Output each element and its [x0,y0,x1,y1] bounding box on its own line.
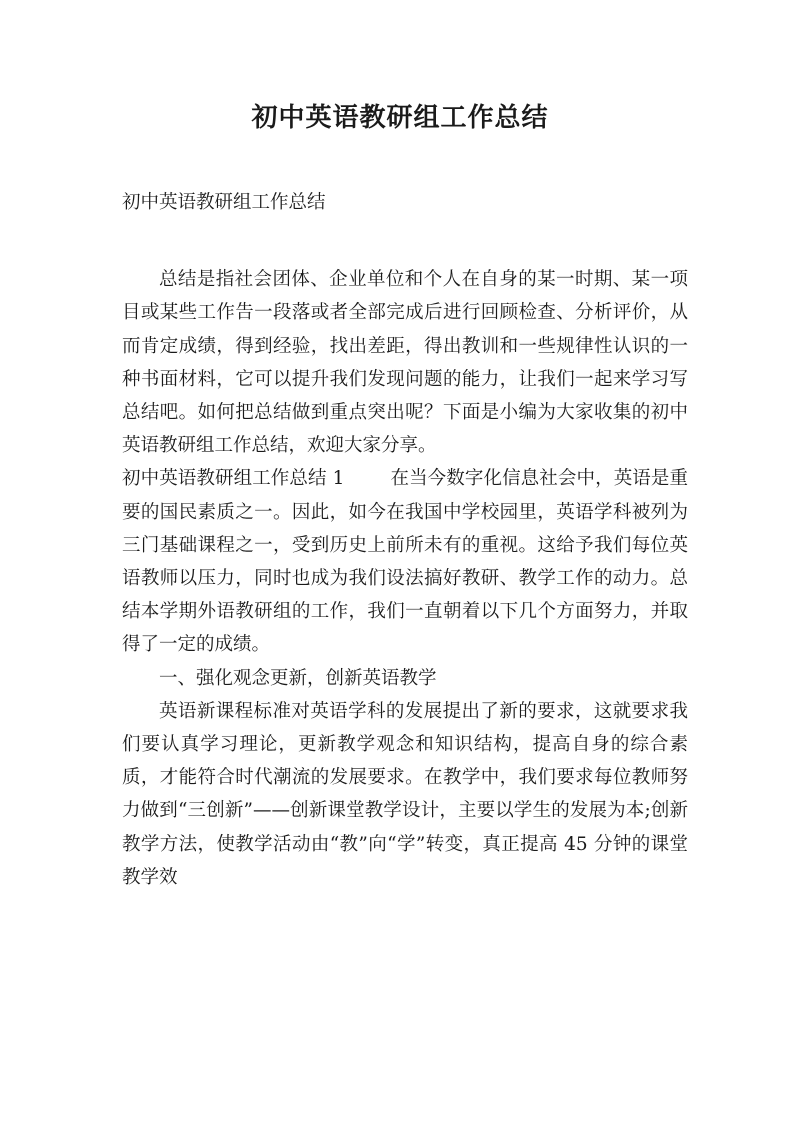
document-body [122,186,688,894]
document-title: 初中英语教研组工作总结 [251,103,549,133]
document-subtitle: 初中英语教研组工作总结 [122,192,326,213]
intro-paragraph: 总结是指社会团体、企业单位和个人在自身的某一时期、某一项目或某些工作告一段落或者全部完成后进行回顾检查、分析评价，从而肯定成绩，得到经验，找出差距，得出教训和一些规律性认识的一种书面材料，它可以提升我们发现问题的能力，让我们一起来学习写总结吧。如何把总结做到重点突出呢？下面是小编为大家收集的初中英语教研组工作总结，欢迎大家分享。 [122,269,688,457]
section-1-text: 在当今数字化信息社会中，英语是重要的国民素质之一。因此，如今在我国中学校园里，英语学科被列为三门基础课程之一，受到历史上前所未有的重视。这给予我们每位英语教师以压力，同时也成为我们设法搞好教研、教学工作的动力。总结本学期外语教研组的工作，我们一直朝着以下几个方面努力，并取得了一定的成绩。 [122,468,688,656]
paragraph-1: 英语新课程标准对英语学科的发展提出了新的要求，这就要求我们要认真学习理论，更新教学观念和知识结构，提高自身的综合素质，才能符合时代潮流的发展要求。在教学中，我们要求每位教师努力做到“三创新”——创新课堂教学设计，主要以学生的发展为本;创新教学方法，使教学活动由“教”向“学”转变，真正提高 45 分钟的课堂教学效 [122,700,688,888]
section-1-paragraph [122,462,688,661]
heading-1: 一、强化观念更新，创新英语教学 [159,667,437,689]
section-1-label: 初中英语教研组工作总结 1 [122,468,345,490]
